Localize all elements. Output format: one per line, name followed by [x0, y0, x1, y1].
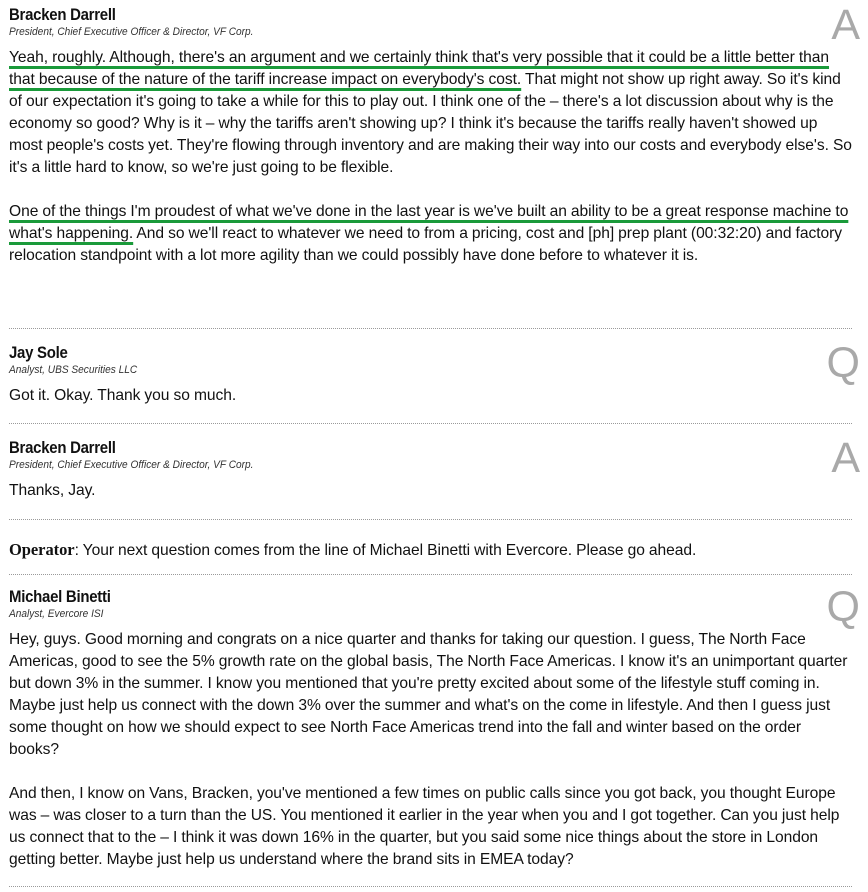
speaker-name: Bracken Darrell	[9, 5, 116, 24]
question-paragraph: Hey, guys. Good morning and congrats on a nice quarter and thanks for taking our question. I guess, The North Face Americas, good to see the 5% growth rate on the global basis, The North Face Americas. I know it's an unimportant quarter but down 3% in the summer. I know you mentioned that you're pretty excited about some of the lifestyle stuff coming in. Maybe just help us connect with the down 3% over the summer and what's on the come in lifestyle. And then I guess just some thought on how we should expect to see North Face Americas trend into the fall and winter based on the order books?	[9, 631, 848, 758]
answer-block	[9, 434, 860, 502]
question-block	[9, 583, 860, 871]
answer-paragraph	[9, 47, 852, 179]
separator	[9, 328, 852, 329]
highlighted-text: One of the things I'm proudest of what we've done in the last year is we've built an ability to be a great response machine to what's happening.	[9, 203, 849, 242]
operator-label: Operator	[9, 540, 75, 559]
question-marker: Q	[826, 583, 860, 631]
question-block	[9, 339, 860, 407]
answer-marker: A	[831, 434, 860, 482]
answer-block	[9, 1, 860, 267]
operator-line	[9, 539, 852, 562]
speaker-role: President, Chief Executive Officer & Director, VF Corp.	[9, 459, 254, 471]
speaker-name: Jay Sole	[9, 343, 68, 362]
speaker-name: Bracken Darrell	[9, 438, 116, 457]
operator-text: : Your next question comes from the line of Michael Binetti with Evercore. Please go ahead.	[74, 542, 697, 559]
question-paragraph: And then, I know on Vans, Bracken, you've mentioned a few times on public calls since you got back, you thought Europe was – was closer to a turn than the US. You mentioned it earlier in the year when you and I got together. Can you just help us connect that to the – I think it was down 16% in the quarter, but you said some nice things about the store in London getting better. Maybe just help us understand where the brand sits in EMEA today?	[9, 785, 840, 868]
separator	[9, 886, 852, 887]
speaker-name: Michael Binetti	[9, 587, 111, 606]
speaker-role: Analyst, UBS Securities LLC	[9, 364, 138, 376]
paragraph-text: That might not show up right away. So it's kind of our expectation it's going to take a while for this to play out. I think one of the – there's a lot discussion about why is the economy so good? Why is it – why the tariffs aren't showing up? I think it's because the tariffs really haven't showed up most people's costs yet. They're flowing through inventory and are making their way into our costs and everybody else's. So it's a little hard to know, so we're just going to be flexible.	[9, 71, 852, 176]
separator	[9, 423, 852, 424]
separator	[9, 574, 852, 575]
highlighted-text: Yeah, roughly. Although, there's an argument and we certainly think that's very possible that it could be a little better than that because of the nature of the tariff increase impact on everybody's cost.	[9, 49, 830, 88]
answer-marker: A	[831, 1, 860, 49]
paragraph-text: And so we'll react to whatever we need to from a pricing, cost and [ph] prep plant (00:32:20) and factory relocation standpoint with a lot more agility than we could possibly have done before to whatever it is.	[9, 225, 842, 264]
separator	[9, 519, 852, 520]
question-marker: Q	[826, 339, 860, 387]
answer-text: Thanks, Jay.	[9, 482, 96, 499]
speaker-role: Analyst, Evercore ISI	[9, 608, 104, 620]
speaker-role: President, Chief Executive Officer & Director, VF Corp.	[9, 26, 254, 38]
question-text: Got it. Okay. Thank you so much.	[9, 387, 237, 404]
answer-paragraph	[9, 201, 852, 267]
